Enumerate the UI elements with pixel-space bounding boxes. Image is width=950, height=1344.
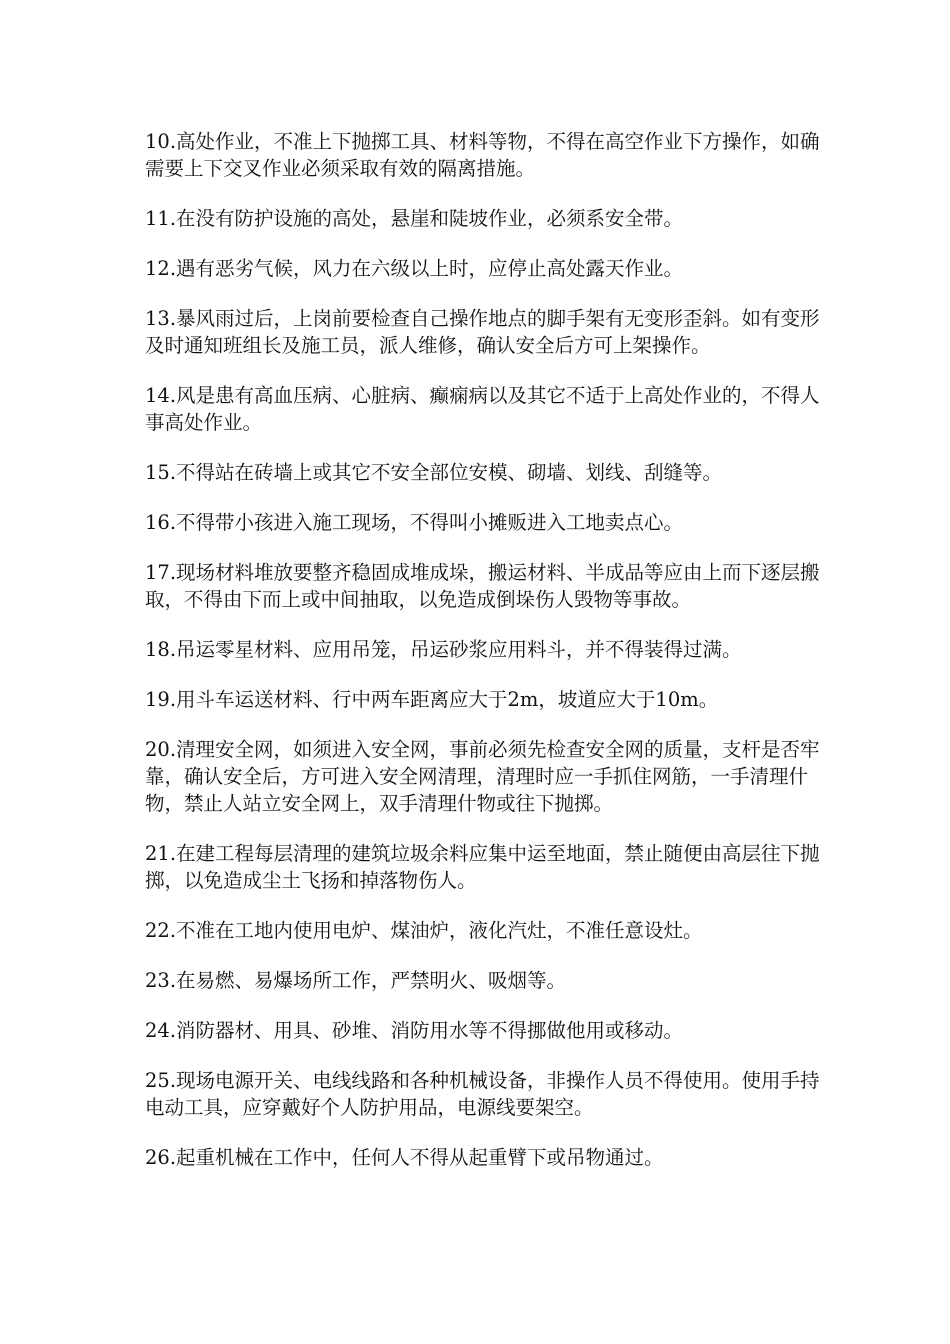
rule-item-11: 11.在没有防护设施的高处，悬崖和陡坡作业，必须系安全带。	[145, 207, 684, 230]
rule-item-14: 14.风是患有高血压病、心脏病、癫痫病以及其它不适于上高处作业的，不得人事高处作业。	[145, 384, 820, 434]
rule-item-10: 10.高处作业，不准上下抛掷工具、材料等物，不得在高空作业下方操作，如确需要上下交叉作业必须采取有效的隔离措施。	[145, 130, 820, 180]
rule-item-20: 20.清理安全网，如须进入安全网，事前必须先检查安全网的质量，支杆是否牢靠，确认安全后，方可进入安全网清理，清理时应一手抓住网筋，一手清理什物，禁止人站立安全网上，双手清理什物或往下抛掷。	[145, 738, 820, 815]
rule-item-25: 25.现场电源开关、电线线路和各种机械设备，非操作人员不得使用。使用手持电动工具，应穿戴好个人防护用品，电源线要架空。	[145, 1069, 820, 1119]
rule-item-18: 18.吊运零星材料、应用吊笼，吊运砂浆应用料斗，并不得装得过满。	[145, 638, 742, 661]
rule-item-15: 15.不得站在砖墙上或其它不安全部位安模、砌墙、划线、刮缝等。	[145, 461, 723, 484]
rule-item-22: 22.不准在工地内使用电炉、煤油炉，液化汽灶，不准任意设灶。	[145, 919, 703, 942]
rule-item-13: 13.暴风雨过后，上岗前要检查自己操作地点的脚手架有无变形歪斜。如有变形及时通知班组长及施工员，派人维修，确认安全后方可上架操作。	[145, 307, 820, 357]
rule-item-12: 12.遇有恶劣气候，风力在六级以上时，应停止高处露天作业。	[145, 257, 684, 280]
rule-item-16: 16.不得带小孩进入施工现场，不得叫小摊贩进入工地卖点心。	[145, 511, 684, 534]
rule-item-21: 21.在建工程每层清理的建筑垃圾余料应集中运至地面，禁止随便由高层往下抛掷，以免造成尘土飞扬和掉落物伤人。	[145, 842, 820, 892]
rules-list	[145, 128, 825, 1194]
rule-item-23: 23.在易燃、易爆场所工作，严禁明火、吸烟等。	[145, 969, 567, 992]
rule-item-24: 24.消防器材、用具、砂堆、消防用水等不得挪做他用或移动。	[145, 1019, 684, 1042]
rule-item-17: 17.现场材料堆放要整齐稳固成堆成垛，搬运材料、半成品等应由上而下逐层搬取，不得由下而上或中间抽取，以免造成倒垛伤人毁物等事故。	[145, 561, 820, 611]
rule-item-19: 19.用斗车运送材料、行中两车距离应大于2m，坡道应大于10m。	[145, 688, 719, 711]
rule-item-26: 26.起重机械在工作中，任何人不得从起重臂下或吊物通过。	[145, 1146, 664, 1169]
